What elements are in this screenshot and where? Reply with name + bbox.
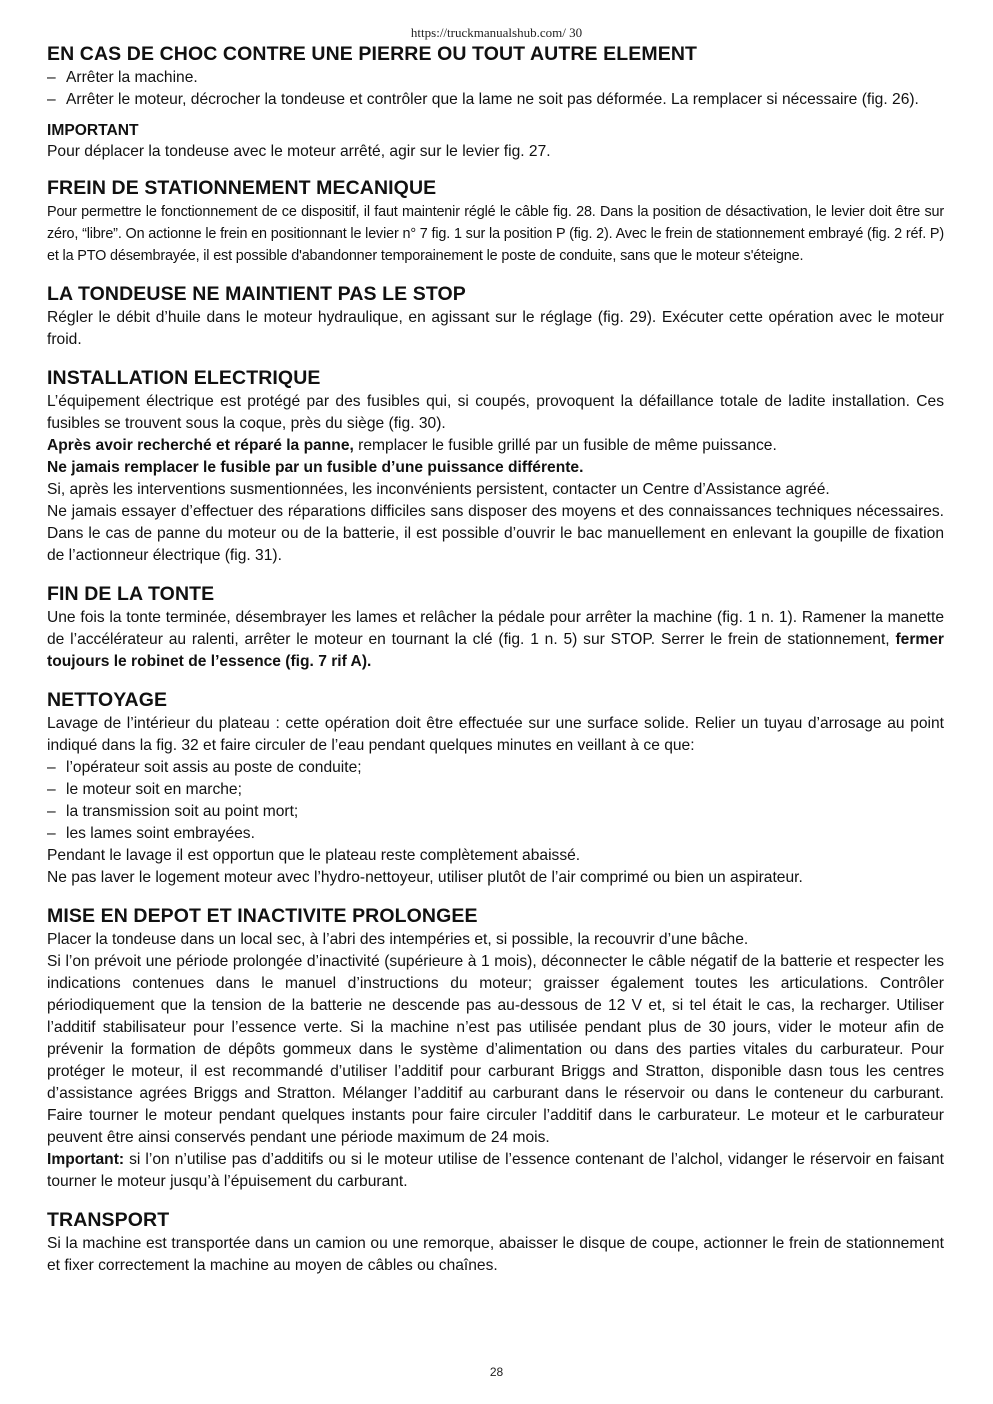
header-url: https://truckmanualshub.com/ 30 [410, 25, 583, 40]
dash-list [47, 757, 944, 845]
paragraph: Ne pas laver le logement moteur avec l’hydro-nettoyeur, utiliser plutôt de l’air comprimé ou bien un aspirateur. [47, 869, 803, 886]
paragraph: Ne jamais remplacer le fusible par un fusible d’une puissance différente. [47, 459, 584, 476]
list-item: – Arrêter la machine. [47, 67, 944, 89]
paragraph: Pour permettre le fonctionnement de ce dispositif, il faut maintenir réglé le câble fig. 28. Dans la position de désactivation, le levier doit être sur zéro, “libre”. On actionne le frein en positionnant le levier n° 7 fig. 1 sur la position P (fig. 2). Avec le frein de stationnement embrayé (fig. 2 réf. P) et la PTO désembrayée, il est possible d'abandonner temporainement le poste de conduite, sans que le moteur s'éteigne. [47, 204, 944, 264]
paragraph: Lavage de l’intérieur du plateau : cette opération doit être effectuée sur une surface solide. Relier un tuyau d’arrosage au point indiqué dans la fig. 32 et faire circuler de l’eau pendant quelques minutes en veillant à ce que: [47, 715, 944, 754]
paragraph: Si, après les interventions susmentionnées, les inconvénients persistent, contacter un Centre d’Assistance agréé. [47, 481, 830, 498]
section-choc [47, 43, 944, 163]
bold-text: Après avoir recherché et réparé la panne, [47, 437, 354, 454]
text-run: remplacer le fusible grillé par un fusible de même puissance. [353, 437, 777, 454]
page-number: 28 [489, 1365, 504, 1379]
list-item: – Arrêter le moteur, décrocher la tondeuse et contrôler que la lame ne soit pas déformée. La remplacer si nécessaire (fig. 26). [47, 89, 944, 111]
document-body [47, 43, 944, 1293]
list-item: – les lames soint embrayées. [47, 823, 944, 845]
section-nettoyage [47, 689, 944, 889]
list-item: – l’opérateur soit assis au poste de conduite; [47, 757, 944, 779]
section-transport [47, 1209, 944, 1277]
paragraph: Placer la tondeuse dans un local sec, à l’abri des intempéries et, si possible, la recouvrir d’une bâche. [47, 931, 749, 948]
section-frein [47, 177, 944, 267]
important-label: IMPORTANT [47, 122, 139, 139]
section-stop [47, 283, 944, 351]
text-run: si l’on n’utilise pas d’additifs ou si le moteur utilise de l’essence contenant de l’alchol, vidanger le réservoir en faisant tourner le moteur jusqu’à l’épuisement du carburant. [47, 1151, 944, 1190]
section-title: MISE EN DEPOT ET INACTIVITE PROLONGEE [47, 905, 478, 927]
paragraph: Pendant le lavage il est opportun que le plateau reste complètement abaissé. [47, 847, 581, 864]
dash-list [47, 67, 944, 111]
section-title: FREIN DE STATIONNEMENT MECANIQUE [47, 177, 437, 199]
section-electrique [47, 367, 944, 567]
list-item: – la transmission soit au point mort; [47, 801, 944, 823]
section-title: NETTOYAGE [47, 689, 168, 711]
paragraph: Si l’on prévoit une période prolongée d’inactivité (supérieure à 1 mois), déconnecter le câble négatif de la batterie et respecter les indications contenues dans le manuel d’instructions du moteur; graisser également toutes les articulations. Contrôler périodiquement que la tension de la batterie ne descende pas au-dessous de 12 V et, si tel était le cas, la recharger. Utiliser l’additif stabilisateur pour l’essence verte. Si la machine n’est pas utilisée pendant plus de 30 jours, vider le moteur afin de prévenir la formation de dépôts gommeux dans le système d’alimentation ou dans des parties vitales du carburateur. Pour protéger le moteur, il est recommandé d’utiliser l’additif pour carburant Briggs and Stratton, disponible dasn tous les centres d’assistance agrées Briggs and Stratton. Mélanger l’additif au carburant dans le réservoir ou dans le conteneur du carburant. Faire tourner le moteur pendant quelques instants pour faire circuler l’additif dans le carburateur. Le moteur et le carburateur peuvent être ainsi conservés pendant une période maximum de 24 mois. [47, 953, 944, 1146]
list-item: – le moteur soit en marche; [47, 779, 944, 801]
text-run: Une fois la tonte terminée, désembrayer les lames et relâcher la pédale pour arrêter la machine (fig. 1 n. 1). Ramener la manette de l’accélérateur au ralenti, arrêter le moteur en tournant la clé (fig. 1 n. 5) sur STOP. Serrer le frein de stationnement, [47, 609, 944, 648]
paragraph: Pour déplacer la tondeuse avec le moteur arrêté, agir sur le levier fig. 27. [47, 143, 551, 160]
section-tonte [47, 583, 944, 673]
section-title: TRANSPORT [47, 1209, 170, 1231]
section-title: INSTALLATION ELECTRIQUE [47, 367, 321, 389]
paragraph [47, 1149, 944, 1193]
section-title: EN CAS DE CHOC CONTRE UNE PIERRE OU TOUT AUTRE ELEMENT [47, 43, 698, 65]
section-title: LA TONDEUSE NE MAINTIENT PAS LE STOP [47, 283, 466, 305]
section-depot [47, 905, 944, 1193]
paragraph: Régler le débit d’huile dans le moteur hydraulique, en agissant sur le réglage (fig. 29). Exécuter cette opération avec le moteur froid. [47, 309, 944, 348]
section-title: FIN DE LA TONTE [47, 583, 215, 605]
paragraph: Ne jamais essayer d’effectuer des réparations difficiles sans disposer des moyens et des connaissances techniques nécessaires. Dans le cas de panne du moteur ou de la batterie, il est possible d’ouvrir le bac manuellement en enlevant la goupille de fixation de l’actionneur électrique (fig. 31). [47, 503, 944, 564]
paragraph: L’équipement électrique est protégé par des fusibles qui, si coupés, provoquent la défaillance totale de ladite installation. Ces fusibles se trouvent sous la coque, près du siège (fig. 30). [47, 393, 944, 432]
bold-text: fermer toujours le robinet de l’essence (fig. 7 rif A). [47, 631, 944, 670]
paragraph [47, 607, 944, 673]
bold-text: Important: [47, 1151, 125, 1168]
paragraph [47, 435, 944, 457]
paragraph: Si la machine est transportée dans un camion ou une remorque, abaisser le disque de coupe, actionner le frein de stationnement et fixer correctement la machine au moyen de câbles ou chaînes. [47, 1235, 944, 1274]
